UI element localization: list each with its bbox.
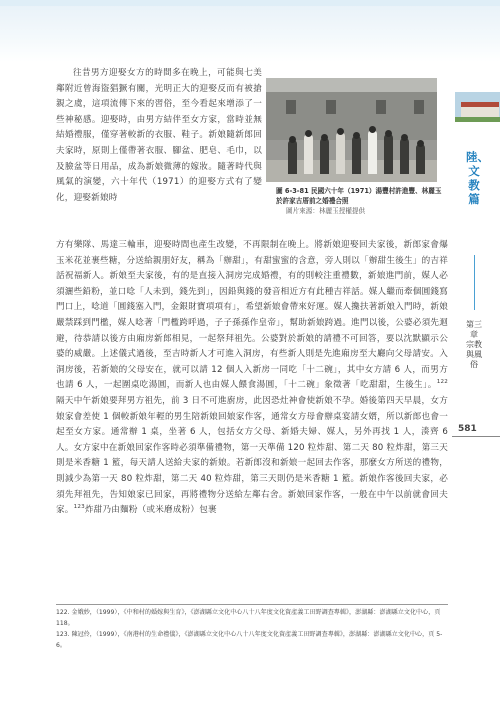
photo-head — [353, 132, 360, 139]
footnote-ref-123[interactable]: 123 — [73, 504, 85, 511]
wedding-photo — [266, 78, 437, 182]
photo-head — [305, 130, 312, 137]
photo-person — [400, 138, 409, 174]
photo-person — [288, 140, 297, 174]
footnote-122: 122. 金娥妙，（1999），《中和村的婚嫁與生育》，《澎湖縣立文化中心八十八年度文化資產義工田野調查專輯》，澎湖縣：澎湖縣立文化中心，頁 118。 — [56, 609, 441, 627]
paragraph-2c-text: 炸甜乃由麵粉（或米磨成粉）包裹 — [84, 505, 217, 516]
paragraph-2b-text: 隔天中午新娘要拜男方祖先，前 3 日不可進廚房，此因恐灶神會使新娘不孕。婚後第四天早晨，女方娘家會差使 1 個較新娘年輕的男生陪新娘回娘家作客，通常女方母會辦桌宴請女婿，所以新郎也會一起至女方家。通常辦 1 桌，坐著 6 人，包括女方父母、新婚夫婦、媒人，另外再找 1 人，湊齊 6 人。女方家中在新娘回家作客時必須準備禮物，第一天準備 120 粒炸甜、第二天 80 粒炸甜，第三天則是米香糖 1 籃，每天請人送給夫家的新娘。若新郎沒和新娘一起回去作客，那麼女方所送的禮物，則減少為第一天 80 粒炸甜，第二天 40 粒炸甜，第三天則仍是米香糖 1 籃。新娘作客後回夫家，必須先拜祖先，告知娘家已回家，再將禮物分送給左鄰右舍。新娘回家作客，一般在中午以前就會回夫家。 — [56, 395, 448, 516]
footnote-123: 123. 陳冠伶，（1999），《南港村的生命禮儀》，《澎湖縣立文化中心八十八年度文化資產義工田野調查專輯》，澎湖縣：澎湖縣立文化中心，頁 5-6。 — [56, 631, 443, 649]
photo-person — [352, 136, 361, 174]
page-number: 581 — [458, 424, 477, 434]
footnote-divider — [56, 604, 448, 605]
section-title: 陸、文教篇 — [466, 150, 489, 206]
page-number-rule — [452, 436, 500, 437]
sidebar-thumbnail — [455, 92, 500, 122]
photo-head — [337, 128, 344, 135]
paragraph-2a-text: 方有樂隊、馬達三輪車，迎娶時間也產生改變，不再限制在晚上。將新娘迎娶回夫家後，新郎家會爆玉米花並裹些糖，分送給親朋好友，稱為「辦甜」，有甜蜜蜜的含意，旁人則以「辦甜生後生」的吉祥話祝福新人。新娘至夫家後，有的是直接入洞房完成婚禮，有的則較注重禮數，新娘進門前，媒人必須灑些鉛粉，並口唸「人未到，錢先到」，因鉛與錢的發音相近方有此種吉祥話。媒人繼而牽個圓錢寫門口上，唸道「圓錢塞入門，金銀財寶項項有」，希望新娘會帶來好運。媒人攙扶著新娘入門時，新娘嚴禁踩到門檻，媒人唸著「門檻跨呼過，子子孫孫作皇帝」，幫助新娘跨過。進門以後，公婆必須先迴避，待恭請以後方由廂房新郎相見，一起祭拜祖先。公婆對於新娘的請禮不可回答，要以沈默顯示公婆的威嚴。上述儀式過後，至吉時新人才可進入洞房，有些新人則是先進廂房至大廳向父母請安。入洞房後，若新娘的父母安在，就可以請 12 個人入新房一同吃「十二碗」，其中女方請 6 人，而男方也請 6 人，一起圍桌吃湯圓，而新人也由媒人餵食湯圓，「十二碗」象徵著「吃甜甜，生後生」。 — [56, 240, 448, 391]
photo-person — [304, 134, 313, 174]
photo-window — [376, 100, 386, 114]
thumbnail-ground — [455, 117, 500, 122]
body-paragraph-2 — [56, 238, 448, 519]
photo-person — [320, 138, 329, 174]
photo-head — [385, 130, 392, 137]
caption-source: 圖片來源：林麗玉授權提供 — [286, 207, 366, 215]
photo-head — [417, 140, 424, 147]
photo-head — [289, 136, 296, 143]
photo-person — [416, 144, 425, 174]
photo-caption — [276, 186, 446, 216]
photo-window — [286, 100, 296, 114]
header-stripe — [0, 0, 500, 6]
chapter-title: 第三章 宗教與風俗 — [466, 320, 486, 369]
sidebar-divider — [474, 255, 475, 310]
thumbnail-wall — [461, 107, 499, 117]
photo-person — [336, 132, 345, 174]
photo-person — [384, 134, 393, 174]
header-band — [0, 0, 500, 62]
photo-head — [401, 134, 408, 141]
photo-window — [326, 100, 336, 114]
photo-window — [414, 100, 424, 114]
caption-text: 圖 6-3-81 民國六十年（1971）湯豐村許進豐、林麗玉於許家古厝前之婚禮合照 — [276, 187, 442, 205]
photo-head — [369, 126, 376, 133]
photo-person — [368, 130, 377, 174]
footnote-ref-122[interactable]: 122 — [436, 379, 448, 386]
body-paragraph-1 — [56, 66, 262, 206]
paragraph-1-text: 往昔男方迎娶女方的時間多在晚上，可能與七美鄰附近曾海盜猖獗有關，光明正大的迎娶反而有被搶親之虞，這項流傳下來的習俗，至今看起來增添了一些神秘感。迎娶時，由男方結伴至女方家，當時並無結婚禮服，僅穿著較新的衣服、鞋子。新娘隨新郎回夫家時，原則上僅帶著衣服、腳盆、肥皂、毛巾，以及臉盆等日用品，成為新娘微薄的嫁妝。隨著時代與風氣的演變，六十年代（1971）的迎娶方式有了變化，迎娶新娘時 — [56, 68, 262, 203]
photo-head — [321, 134, 328, 141]
